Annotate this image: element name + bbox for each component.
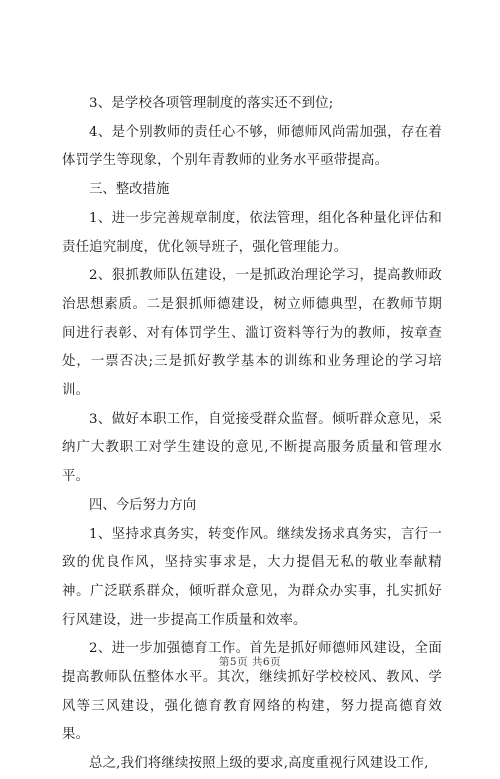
page-number-footer: 第5页 共6页 bbox=[218, 656, 282, 668]
paragraph-measure-3: 3、做好本职工作，自觉接受群众监督。倾听群众意见，采纳广大教职工对学生建设的意见,不断提高服务质量和管理水平。 bbox=[62, 411, 442, 485]
paragraph-measure-1: 1、进一步完善规章制度，依法管理，组化各种量化评估和责任追究制度，优化领导班子，强化管理能力。 bbox=[62, 210, 442, 255]
paragraph-measure-2: 2、狠抓教师队伍建设，一是抓政治理论学习，提高教师政治思想素质。二是狠抓师德建设，树立师德典型，在教师节期间进行表彰、对有体罚学生、滥订资料等行为的教师，按章查处，一票否决;三是抓好教学基本的训练和业务理论的学习培训。 bbox=[62, 268, 442, 399]
section-heading-rectification: 三、整改措施 bbox=[89, 182, 170, 198]
section-heading-future-direction: 四、今后努力方向 bbox=[89, 497, 197, 513]
document-body bbox=[62, 90, 442, 779]
paragraph-direction-2: 2、进一步加强德育工作。首先是抓好师德师风建设，全面提高教师队伍整体水平。其次，继续抓好学校校风、教风、学风等三风建设，强化德育教育网络的构建，努力提高德育效果。 bbox=[62, 641, 442, 743]
paragraph-item-4: 4、是个别教师的责任心不够，师德师风尚需加强，存在着体罚学生等现象，个别年青教师的业务水平亟带提高。 bbox=[62, 124, 442, 169]
paragraph-direction-1: 1、坚持求真务实，转变作风。继续发扬求真务实，言行一致的优良作风，坚持实事求是，大力提倡无私的敬业奉献精神。广泛联系群众，倾听群众意见，为群众办实事，扎实抓好行风建设，进一步提高工作质量和效率。 bbox=[62, 526, 442, 628]
paragraph-item-3: 3、是学校各项管理制度的落实还不到位; bbox=[89, 96, 334, 111]
paragraph-conclusion: 总之,我们将继续按照上级的要求,高度重视行风建设工作, bbox=[89, 756, 429, 772]
